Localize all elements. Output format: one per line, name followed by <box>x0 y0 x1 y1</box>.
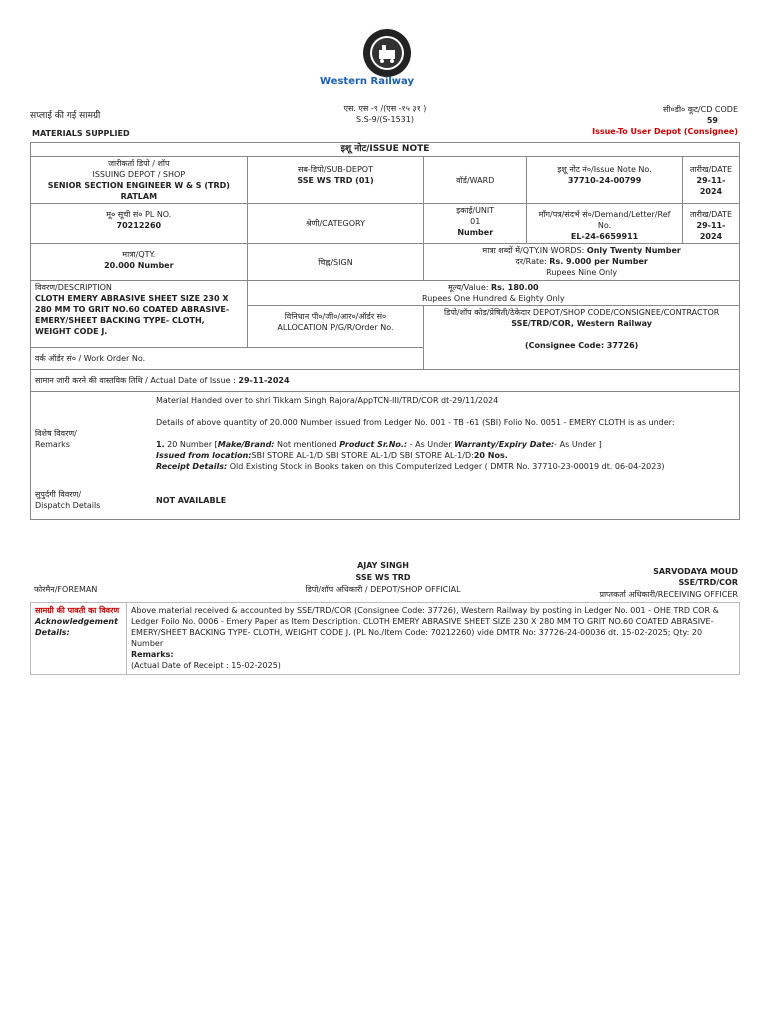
qty-label: मात्रा/QTY. <box>122 250 156 259</box>
qty-words-cell <box>424 244 740 281</box>
qty-cell <box>31 244 248 281</box>
official-name: AJAY SINGH <box>357 561 409 570</box>
actual-date-cell <box>31 370 740 392</box>
foreman-label: फोरमैन/FOREMAN <box>34 585 98 594</box>
receipt-date: (Actual Date of Receipt : 15-02-2025) <box>130 661 281 670</box>
pl-no-value: 70212260 <box>116 221 162 230</box>
sub-depot-cell <box>247 157 424 204</box>
sr-label: Product Sr.No.: <box>339 440 408 449</box>
actual-date-label: सामान जारी करने की वास्तविक तिथि / Actual Date of Issue : <box>35 376 236 385</box>
qty-words-value: Only Twenty Number <box>586 246 681 255</box>
receipt-label: Receipt Details: <box>156 462 228 471</box>
description-cell <box>31 281 248 348</box>
receipt-value: Old Existing Stock in Books taken on this Computerized Ledger ( DMTR No. 37710-23-00019 dt. 06-04-2023) <box>227 462 665 471</box>
cd-code-label: सी०डी० कूट/CD CODE <box>663 105 738 114</box>
indian-railways-logo <box>362 28 412 78</box>
item-no: 1. <box>156 440 165 449</box>
official-post: SSE WS TRD <box>355 573 411 582</box>
allocation-hindi: विनिधान पी०/जी०/आर०/ऑर्डर सं० <box>284 312 387 321</box>
value-words: Rupees One Hundred & Eighty Only <box>422 294 565 303</box>
sub-depot-label: सब-डिपो/SUB-DEPOT <box>297 165 373 174</box>
rate-value: Rs. 9.000 per Number <box>549 257 648 266</box>
pl-no-label: मू० सूची सं० PL NO. <box>106 210 172 219</box>
issue-date-value: 29-11-2024 <box>696 176 726 196</box>
acknowledgement-label-hindi: सामग्री की पावती का विवरण <box>35 606 120 615</box>
allocation-cell <box>247 306 424 348</box>
make-value: Not mentioned <box>274 440 340 449</box>
receiver-label: प्राप्तकर्ता अधिकारी/RECEIVING OFFICER <box>599 590 738 599</box>
qty-value: 20.000 Number <box>104 261 174 270</box>
unit-label: इकाई/UNIT <box>456 206 495 215</box>
receiver-name: SARVODAYA MOUD <box>653 567 738 576</box>
official-label: डिपो/शॉप अधिकारी / DEPOT/SHOP OFFICIAL <box>305 585 461 594</box>
receiver-post: SSE/TRD/COR <box>678 578 738 587</box>
qty-words-label: मात्रा शब्दों में/QTY.IN WORDS: <box>482 246 585 255</box>
acknowledgement-label: Acknowledgement Details: <box>35 617 118 637</box>
description-value: CLOTH EMERY ABRASIVE SHEET SIZE 230 X 280 MM TO GRIT NO.60 COATED ABRASIVE-EMERY/SHEET BACKING TYPE- CLOTH, WEIGHT CODE J. <box>35 294 230 336</box>
issue-note-title: इशू नोट/ISSUE NOTE <box>31 143 740 157</box>
issuing-depot-label: ISSUING DEPOT / SHOP <box>92 170 186 179</box>
acknowledgement-table <box>30 602 740 675</box>
location-qty: 20 Nos. <box>473 451 508 460</box>
acknowledgement-remarks-label: Remarks: <box>130 650 174 659</box>
remarks-label: Remarks <box>35 440 70 449</box>
remarks-location <box>156 450 736 461</box>
sr-value: - As Under <box>407 440 455 449</box>
depot-code-cell <box>424 306 740 370</box>
issuing-depot-cell <box>31 157 248 204</box>
remarks-cell <box>31 392 740 520</box>
demand-cell <box>527 204 683 244</box>
remarks-item <box>156 439 736 450</box>
demand-label: माँग/पत्र/संदर्भ सं०/Demand/Letter/Ref No. <box>538 210 671 230</box>
rate-words: Rupees Nine Only <box>546 268 618 277</box>
issue-note-no-label: इशू नोट नं०/Issue Note No. <box>557 165 652 174</box>
warranty-value: - As Under ] <box>554 440 602 449</box>
acknowledgement-text-cell <box>126 603 739 675</box>
demand-date-value: 29-11-2024 <box>696 221 726 241</box>
sign-label: चिह्न/SIGN <box>247 244 424 281</box>
demand-value: EL-24-6659911 <box>570 232 639 241</box>
issuing-depot-hindi: जारीकर्ता डिपो / शॉप <box>108 159 170 168</box>
remarks-line-2: Details of above quantity of 20.000 Number issued from Ledger No. 001 - TB -61 (SBI) Folio No. 0051 - EMERY CLOTH is as under: <box>156 418 675 427</box>
item-qty: 20 Number [ <box>167 440 218 449</box>
form-code-hindi: एस. एस -९ /(एस -१५ ३१ ) <box>343 104 427 113</box>
rate-label: दर/Rate: <box>515 257 547 266</box>
dispatch-value: NOT AVAILABLE <box>156 496 227 505</box>
org-name: Western Railway <box>320 76 415 87</box>
materials-supplied-label: MATERIALS SUPPLIED <box>32 129 130 138</box>
issuing-depot-value: SENIOR SECTION ENGINEER W & S (TRD) <box>47 181 230 190</box>
consignee-code: (Consignee Code: 37726) <box>525 341 639 350</box>
issue-note-table <box>30 142 740 520</box>
issue-note-no-cell <box>527 157 683 204</box>
issue-to-label: Issue-To User Depot (Consignee) <box>592 127 738 136</box>
pl-no-cell <box>31 204 248 244</box>
description-label: विवरण/DESCRIPTION <box>35 283 112 292</box>
actual-date-value: 29-11-2024 <box>238 376 290 385</box>
allocation-label: ALLOCATION P/G/R/Order No. <box>277 323 394 332</box>
value-label: मूल्य/Value: <box>448 283 489 292</box>
issuing-depot-city: RATLAM <box>120 192 158 201</box>
value-value: Rs. 180.00 <box>491 283 539 292</box>
dispatch-label: Dispatch Details <box>35 501 101 510</box>
demand-date-cell <box>682 204 739 244</box>
make-label: Make/Brand: <box>217 440 275 449</box>
form-code: S.S-9/(S-1531) <box>356 115 414 124</box>
work-order-label: वर्क ऑर्डर सं० / Work Order No. <box>31 348 424 370</box>
dispatch-label-hindi: सुपुर्दगी विवरण/ <box>35 490 82 499</box>
category-label: श्रेणी/CATEGORY <box>247 204 424 244</box>
acknowledgement-label-cell <box>31 603 127 675</box>
ward-label: वॉर्ड/WARD <box>424 157 527 204</box>
depot-code-value: SSE/TRD/COR, Western Railway <box>511 319 653 328</box>
issue-date-cell <box>682 157 739 204</box>
location-value: SBI STORE AL-1/D SBI STORE AL-1/D SBI STORE AL-1/D: <box>251 451 474 460</box>
sub-depot-value: SSE WS TRD (01) <box>297 176 374 185</box>
value-cell <box>247 281 739 306</box>
issue-note-no-value: 37710-24-00799 <box>567 176 642 185</box>
remarks-receipt <box>156 461 736 472</box>
remarks-line-1: Material Handed over to shri Tikkam Singh Rajora/AppTCN-III/TRD/COR dt-29/11/2024 <box>156 396 499 405</box>
unit-cell <box>424 204 527 244</box>
demand-date-label: तारीख/DATE <box>689 210 732 219</box>
acknowledgement-text: Above material received & accounted by SSE/TRD/COR (Consignee Code: 37726), Western Railway by posting in Ledger No. 001 - OHE TRD COR & Ledger Foilo No. 0006 - Emery Paper as Item Description. CLOTH EMERY ABRASIVE SHEET SIZE 230 X 280 MM TO GRIT NO.60 COATED ABRASIVE-EMERY/SHEET BACKING TYPE- CLOTH, WEIGHT CODE J. (PL No./Item Code: 70212260) vide DMTR No: 37726-24-00036 dt. 15-02-2025; Qty: 20 Number <box>130 606 719 648</box>
cd-code-value: 59 <box>706 116 718 125</box>
unit-code: 01 <box>470 217 481 226</box>
materials-supplied-hindi: सप्लाई की गई सामग्री <box>30 111 101 121</box>
issue-date-label: तारीख/DATE <box>689 165 732 174</box>
remarks-label-hindi: विशेष विवरण/ <box>35 429 77 438</box>
depot-code-label: डिपो/शॉप कोड/प्रेषिती/ठेकेदार DEPOT/SHOP CODE/CONSIGNEE/CONTRACTOR <box>443 308 720 317</box>
unit-value: Number <box>457 228 494 237</box>
warranty-label: Warranty/Expiry Date: <box>454 440 555 449</box>
location-label: Issued from location: <box>156 451 252 460</box>
